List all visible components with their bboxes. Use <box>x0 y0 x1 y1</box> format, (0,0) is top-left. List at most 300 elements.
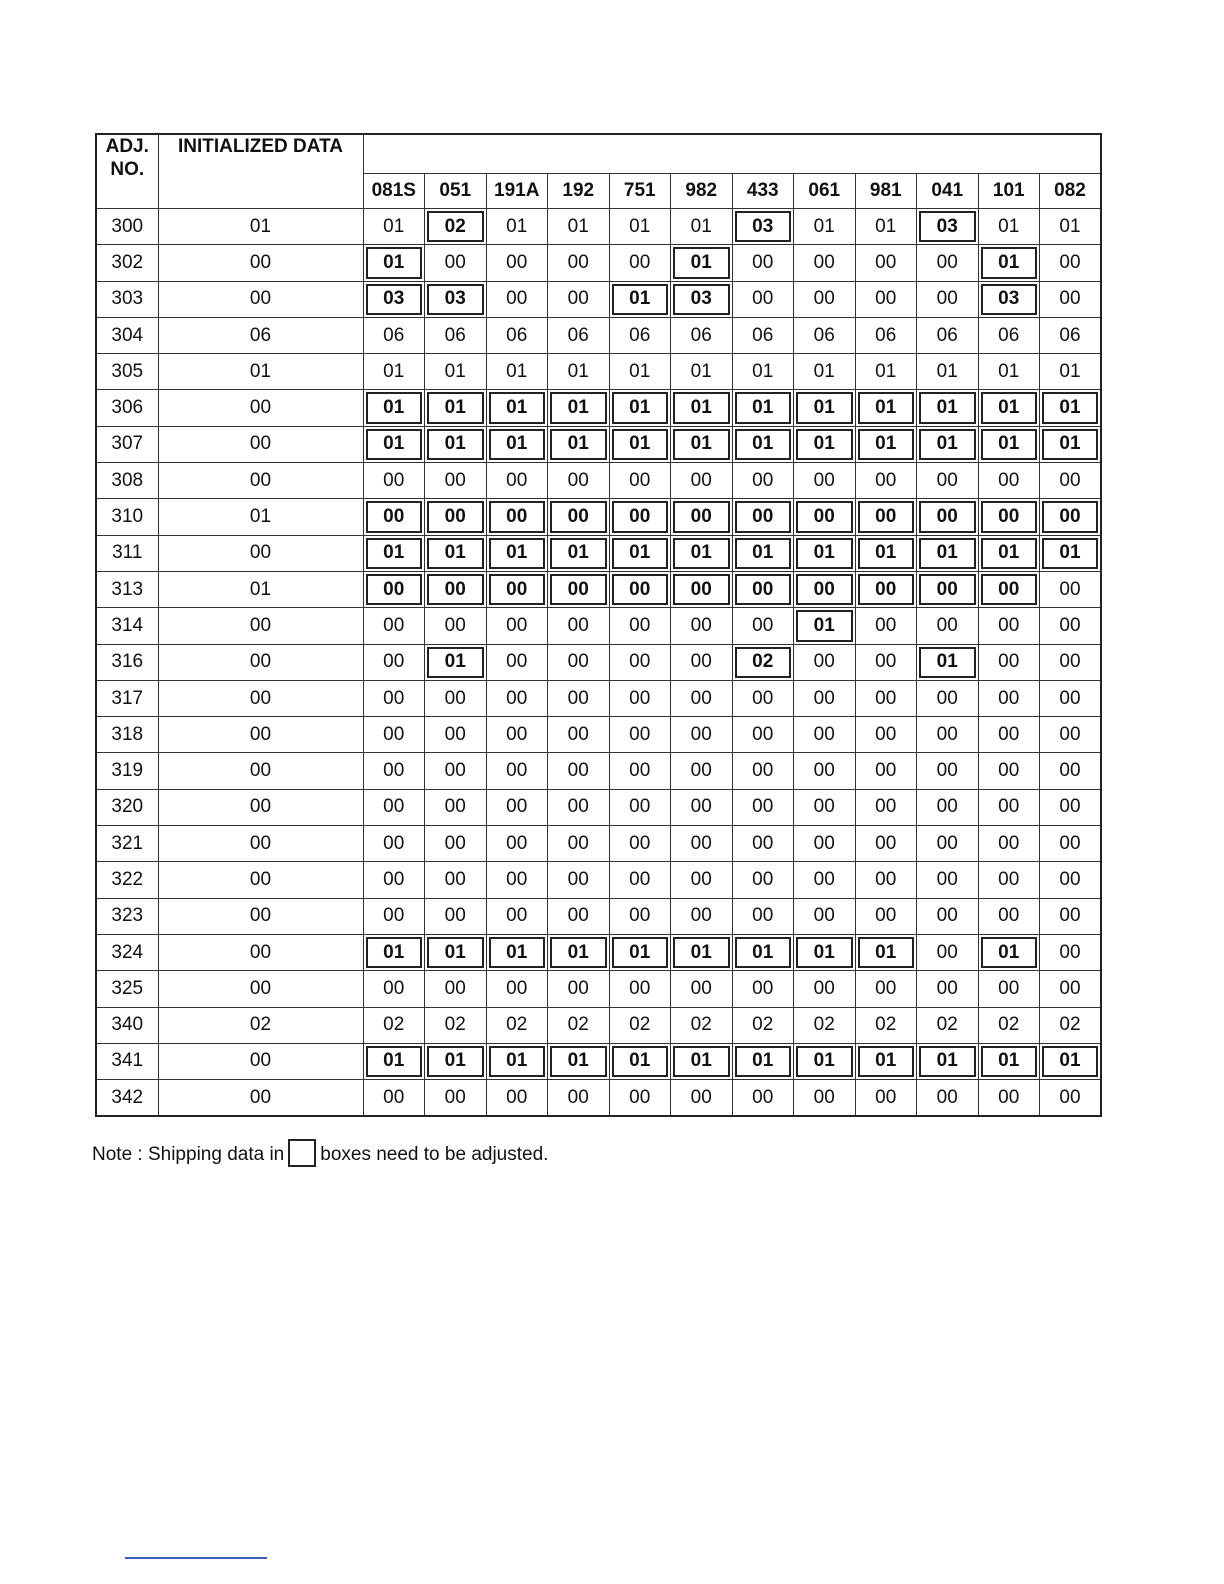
adjust-value-cell <box>425 281 487 317</box>
value-text: 00 <box>383 578 405 600</box>
value-cell <box>671 862 733 898</box>
value-text: 00 <box>1059 723 1081 745</box>
value-cell <box>794 898 856 934</box>
initialized-data-cell: 00 <box>158 934 363 970</box>
value-text: 01 <box>506 941 528 963</box>
value-text: 00 <box>998 614 1020 636</box>
value-cell <box>794 1007 856 1043</box>
value-cell <box>917 608 979 644</box>
value-text: 00 <box>1059 905 1081 927</box>
value-cell <box>855 898 917 934</box>
value-cell <box>978 317 1040 353</box>
value-text: 00 <box>813 469 835 491</box>
adjust-value-cell <box>1040 499 1102 535</box>
value-text: 00 <box>752 796 774 818</box>
value-cell <box>363 971 425 1007</box>
value-text: 01 <box>998 433 1020 455</box>
value-text: 00 <box>936 941 958 963</box>
value-cell <box>732 245 794 281</box>
value-cell <box>978 971 1040 1007</box>
value-text: 00 <box>383 868 405 890</box>
value-text: 00 <box>567 868 589 890</box>
value-text: 00 <box>444 796 466 818</box>
value-text: 00 <box>936 687 958 709</box>
value-text: 01 <box>690 215 712 237</box>
adjust-value-cell <box>671 934 733 970</box>
adj-no-cell: 304 <box>96 317 158 353</box>
value-text: 00 <box>998 868 1020 890</box>
value-cell <box>732 1080 794 1117</box>
value-cell <box>609 680 671 716</box>
value-cell <box>363 862 425 898</box>
value-text: 01 <box>629 1050 651 1072</box>
value-text: 00 <box>813 905 835 927</box>
value-cell <box>425 753 487 789</box>
value-cell <box>609 898 671 934</box>
value-text: 00 <box>1059 687 1081 709</box>
value-cell <box>732 1007 794 1043</box>
value-text: 00 <box>506 905 528 927</box>
value-text: 00 <box>690 723 712 745</box>
value-text: 00 <box>383 832 405 854</box>
value-cell <box>548 281 610 317</box>
value-cell <box>855 354 917 390</box>
value-text: 00 <box>629 469 651 491</box>
adjust-value-cell <box>609 535 671 571</box>
initialized-data-cell: 00 <box>158 426 363 462</box>
value-text: 06 <box>444 324 466 346</box>
value-text: 01 <box>998 397 1020 419</box>
adjust-value-cell <box>486 934 548 970</box>
adj-no-cell: 325 <box>96 971 158 1007</box>
adjust-value-cell <box>794 1043 856 1079</box>
header-model-751: 751 <box>609 174 671 209</box>
value-text: 02 <box>1059 1014 1081 1036</box>
value-text: 00 <box>813 506 835 528</box>
value-text: 00 <box>998 1086 1020 1108</box>
value-text: 00 <box>752 977 774 999</box>
adj-no-cell: 324 <box>96 934 158 970</box>
value-text: 01 <box>567 542 589 564</box>
value-text: 00 <box>629 832 651 854</box>
value-text: 01 <box>998 1050 1020 1072</box>
initialized-data-cell: 00 <box>158 1080 363 1117</box>
value-cell <box>917 898 979 934</box>
note-suffix: boxes need to be adjusted. <box>320 1144 549 1166</box>
value-cell <box>363 354 425 390</box>
value-cell <box>978 898 1040 934</box>
value-cell <box>548 317 610 353</box>
adjust-value-cell <box>794 571 856 607</box>
value-text: 06 <box>998 324 1020 346</box>
adjust-value-cell <box>732 390 794 426</box>
value-text: 00 <box>752 578 774 600</box>
value-text: 00 <box>690 614 712 636</box>
adj-no-cell: 340 <box>96 1007 158 1043</box>
initialized-data-cell: 01 <box>158 499 363 535</box>
adj-no-cell: 302 <box>96 245 158 281</box>
value-text: 00 <box>1059 578 1081 600</box>
value-cell <box>1040 971 1102 1007</box>
value-text: 01 <box>998 542 1020 564</box>
value-text: 02 <box>444 1014 466 1036</box>
value-text: 00 <box>506 796 528 818</box>
header-model-041: 041 <box>917 174 979 209</box>
initialized-data-cell: 01 <box>158 354 363 390</box>
adjust-value-cell <box>425 535 487 571</box>
value-text: 01 <box>752 433 774 455</box>
value-text: 03 <box>444 288 466 310</box>
adj-no-cell: 311 <box>96 535 158 571</box>
value-text: 00 <box>506 251 528 273</box>
value-text: 01 <box>813 215 835 237</box>
value-text: 06 <box>875 324 897 346</box>
value-cell <box>732 281 794 317</box>
value-cell <box>855 789 917 825</box>
value-text: 00 <box>752 723 774 745</box>
value-cell <box>978 862 1040 898</box>
value-cell <box>609 463 671 499</box>
value-cell <box>732 354 794 390</box>
adjust-value-cell <box>917 499 979 535</box>
value-text: 01 <box>813 1050 835 1072</box>
value-text: 01 <box>813 397 835 419</box>
value-cell <box>671 317 733 353</box>
value-text: 00 <box>813 687 835 709</box>
value-cell <box>794 644 856 680</box>
table-row <box>96 499 1101 535</box>
adjust-value-cell <box>363 281 425 317</box>
value-text: 00 <box>1059 506 1081 528</box>
adjust-value-cell <box>671 1043 733 1079</box>
value-cell <box>548 971 610 1007</box>
value-text: 00 <box>813 1086 835 1108</box>
value-text: 00 <box>506 614 528 636</box>
value-text: 01 <box>752 542 774 564</box>
adjust-value-cell <box>548 390 610 426</box>
value-cell <box>425 317 487 353</box>
initialized-data-cell: 00 <box>158 826 363 862</box>
value-text: 00 <box>383 469 405 491</box>
value-cell <box>425 717 487 753</box>
value-text: 06 <box>383 324 405 346</box>
value-text: 02 <box>936 1014 958 1036</box>
value-text: 01 <box>875 433 897 455</box>
adjust-value-cell <box>794 608 856 644</box>
note-prefix: Note : Shipping data in <box>92 1144 285 1166</box>
value-text: 00 <box>444 832 466 854</box>
table-row <box>96 789 1101 825</box>
value-text: 01 <box>875 397 897 419</box>
value-cell <box>978 826 1040 862</box>
value-cell <box>978 209 1040 245</box>
table-row <box>96 644 1101 680</box>
value-text: 00 <box>998 687 1020 709</box>
value-text: 00 <box>444 760 466 782</box>
adjust-value-cell <box>548 535 610 571</box>
value-cell <box>1040 680 1102 716</box>
value-text: 00 <box>875 578 897 600</box>
adjust-value-cell <box>855 934 917 970</box>
value-cell <box>609 354 671 390</box>
value-text: 00 <box>629 868 651 890</box>
value-cell <box>732 608 794 644</box>
adj-no-cell: 313 <box>96 571 158 607</box>
value-text: 00 <box>998 832 1020 854</box>
value-text: 00 <box>1059 796 1081 818</box>
header-model-982: 982 <box>671 174 733 209</box>
value-cell <box>363 608 425 644</box>
adjust-value-cell <box>855 426 917 462</box>
value-text: 00 <box>1059 469 1081 491</box>
value-cell <box>486 789 548 825</box>
value-text: 01 <box>383 397 405 419</box>
value-text: 00 <box>875 251 897 273</box>
value-text: 00 <box>383 506 405 528</box>
value-text: 02 <box>567 1014 589 1036</box>
value-text: 01 <box>506 360 528 382</box>
value-text: 03 <box>383 288 405 310</box>
value-text: 00 <box>936 1086 958 1108</box>
adjustment-table-container <box>95 133 1100 1117</box>
adjust-value-cell <box>363 571 425 607</box>
adjust-value-cell <box>425 499 487 535</box>
value-text: 00 <box>1059 760 1081 782</box>
value-cell <box>794 354 856 390</box>
value-cell <box>363 1007 425 1043</box>
value-text: 00 <box>813 651 835 673</box>
value-cell <box>609 245 671 281</box>
value-cell <box>978 789 1040 825</box>
value-text: 00 <box>998 723 1020 745</box>
adjust-value-cell <box>917 209 979 245</box>
value-cell <box>1040 753 1102 789</box>
adjust-value-cell <box>978 245 1040 281</box>
value-cell <box>486 245 548 281</box>
adjust-value-cell <box>363 245 425 281</box>
value-text: 00 <box>567 251 589 273</box>
value-text: 00 <box>813 832 835 854</box>
value-cell <box>794 789 856 825</box>
value-text: 00 <box>690 905 712 927</box>
adjust-value-cell <box>978 499 1040 535</box>
value-text: 00 <box>629 723 651 745</box>
value-text: 00 <box>506 651 528 673</box>
value-text: 00 <box>567 832 589 854</box>
initialized-data-cell: 00 <box>158 535 363 571</box>
value-text: 00 <box>875 687 897 709</box>
value-text: 00 <box>690 1086 712 1108</box>
value-text: 00 <box>629 796 651 818</box>
value-cell <box>978 608 1040 644</box>
adjust-value-cell <box>978 426 1040 462</box>
value-cell <box>609 608 671 644</box>
value-text: 01 <box>629 542 651 564</box>
table-row <box>96 898 1101 934</box>
value-cell <box>363 463 425 499</box>
value-text: 00 <box>383 651 405 673</box>
value-text: 00 <box>690 469 712 491</box>
adjust-value-cell <box>794 390 856 426</box>
adjust-value-cell <box>671 426 733 462</box>
value-text: 00 <box>875 614 897 636</box>
value-cell <box>732 971 794 1007</box>
value-text: 00 <box>752 905 774 927</box>
adjust-value-cell <box>1040 535 1102 571</box>
value-text: 01 <box>936 360 958 382</box>
value-text: 01 <box>690 1050 712 1072</box>
adjust-value-cell <box>425 209 487 245</box>
value-cell <box>425 608 487 644</box>
value-cell <box>917 1007 979 1043</box>
value-text: 01 <box>567 215 589 237</box>
value-cell <box>1040 281 1102 317</box>
value-text: 02 <box>383 1014 405 1036</box>
initialized-data-cell: 00 <box>158 245 363 281</box>
value-cell <box>548 898 610 934</box>
value-text: 00 <box>998 760 1020 782</box>
table-row <box>96 680 1101 716</box>
value-cell <box>363 717 425 753</box>
value-cell <box>1040 826 1102 862</box>
adjust-value-cell <box>732 499 794 535</box>
value-cell <box>917 971 979 1007</box>
value-text: 01 <box>875 215 897 237</box>
value-cell <box>794 1080 856 1117</box>
value-text: 00 <box>690 832 712 854</box>
value-text: 01 <box>875 360 897 382</box>
value-cell <box>671 826 733 862</box>
value-cell <box>548 680 610 716</box>
value-text: 00 <box>875 796 897 818</box>
value-text: 00 <box>383 614 405 636</box>
value-cell <box>1040 862 1102 898</box>
value-cell <box>732 717 794 753</box>
value-text: 00 <box>752 868 774 890</box>
adjust-value-cell <box>978 571 1040 607</box>
value-cell <box>917 717 979 753</box>
value-text: 00 <box>383 796 405 818</box>
value-text: 00 <box>875 832 897 854</box>
adj-no-cell: 306 <box>96 390 158 426</box>
value-cell <box>486 826 548 862</box>
value-text: 00 <box>1059 977 1081 999</box>
table-row <box>96 209 1101 245</box>
value-cell <box>794 463 856 499</box>
value-cell <box>855 1007 917 1043</box>
value-text: 00 <box>936 506 958 528</box>
value-text: 01 <box>998 251 1020 273</box>
value-text: 01 <box>813 433 835 455</box>
value-text: 00 <box>875 651 897 673</box>
value-cell <box>1040 898 1102 934</box>
value-cell <box>486 463 548 499</box>
value-cell <box>609 826 671 862</box>
value-text: 00 <box>444 723 466 745</box>
value-text: 00 <box>752 251 774 273</box>
table-row <box>96 934 1101 970</box>
adjust-value-cell <box>609 390 671 426</box>
value-cell <box>671 1080 733 1117</box>
value-cell <box>425 354 487 390</box>
value-text: 03 <box>690 288 712 310</box>
adjust-value-cell <box>732 426 794 462</box>
value-text: 06 <box>752 324 774 346</box>
header-model-433: 433 <box>732 174 794 209</box>
value-text: 00 <box>629 506 651 528</box>
value-text: 00 <box>506 288 528 310</box>
value-text: 00 <box>752 687 774 709</box>
value-text: 00 <box>506 469 528 491</box>
value-cell <box>855 209 917 245</box>
value-cell <box>363 209 425 245</box>
value-text: 01 <box>383 433 405 455</box>
value-text: 00 <box>567 905 589 927</box>
value-text: 00 <box>690 578 712 600</box>
header-adj-no: ADJ. NO. <box>96 134 158 209</box>
value-cell <box>486 354 548 390</box>
adjust-value-cell <box>732 209 794 245</box>
value-cell <box>609 789 671 825</box>
adjust-value-cell <box>425 934 487 970</box>
value-text: 00 <box>567 723 589 745</box>
value-text: 03 <box>752 215 774 237</box>
value-cell <box>486 680 548 716</box>
value-text: 00 <box>629 760 651 782</box>
initialized-data-cell: 00 <box>158 463 363 499</box>
table-row <box>96 753 1101 789</box>
value-cell <box>609 1007 671 1043</box>
value-cell <box>363 644 425 680</box>
table-row <box>96 1080 1101 1117</box>
value-text: 00 <box>813 868 835 890</box>
adj-no-cell: 307 <box>96 426 158 462</box>
adjust-value-cell <box>548 934 610 970</box>
value-text: 01 <box>444 941 466 963</box>
adj-no-cell: 316 <box>96 644 158 680</box>
value-text: 01 <box>1059 215 1081 237</box>
value-cell <box>609 317 671 353</box>
value-text: 00 <box>998 578 1020 600</box>
value-cell <box>548 245 610 281</box>
value-cell <box>548 463 610 499</box>
value-text: 02 <box>690 1014 712 1036</box>
value-cell <box>671 209 733 245</box>
value-text: 00 <box>506 1086 528 1108</box>
value-cell <box>978 354 1040 390</box>
adjust-value-cell <box>978 1043 1040 1079</box>
value-text: 01 <box>690 397 712 419</box>
value-cell <box>732 898 794 934</box>
value-text: 00 <box>567 796 589 818</box>
value-cell <box>1040 1080 1102 1117</box>
value-text: 01 <box>690 433 712 455</box>
value-text: 00 <box>998 506 1020 528</box>
adjust-value-cell <box>363 934 425 970</box>
boxed-sample-icon <box>288 1139 316 1167</box>
value-cell <box>425 245 487 281</box>
value-cell <box>671 753 733 789</box>
value-text: 06 <box>629 324 651 346</box>
adjust-value-cell <box>794 426 856 462</box>
value-cell <box>425 789 487 825</box>
value-text: 00 <box>506 506 528 528</box>
initialized-data-cell: 00 <box>158 789 363 825</box>
value-text: 00 <box>875 905 897 927</box>
adjust-value-cell <box>425 390 487 426</box>
adjust-value-cell <box>855 390 917 426</box>
value-text: 00 <box>567 578 589 600</box>
